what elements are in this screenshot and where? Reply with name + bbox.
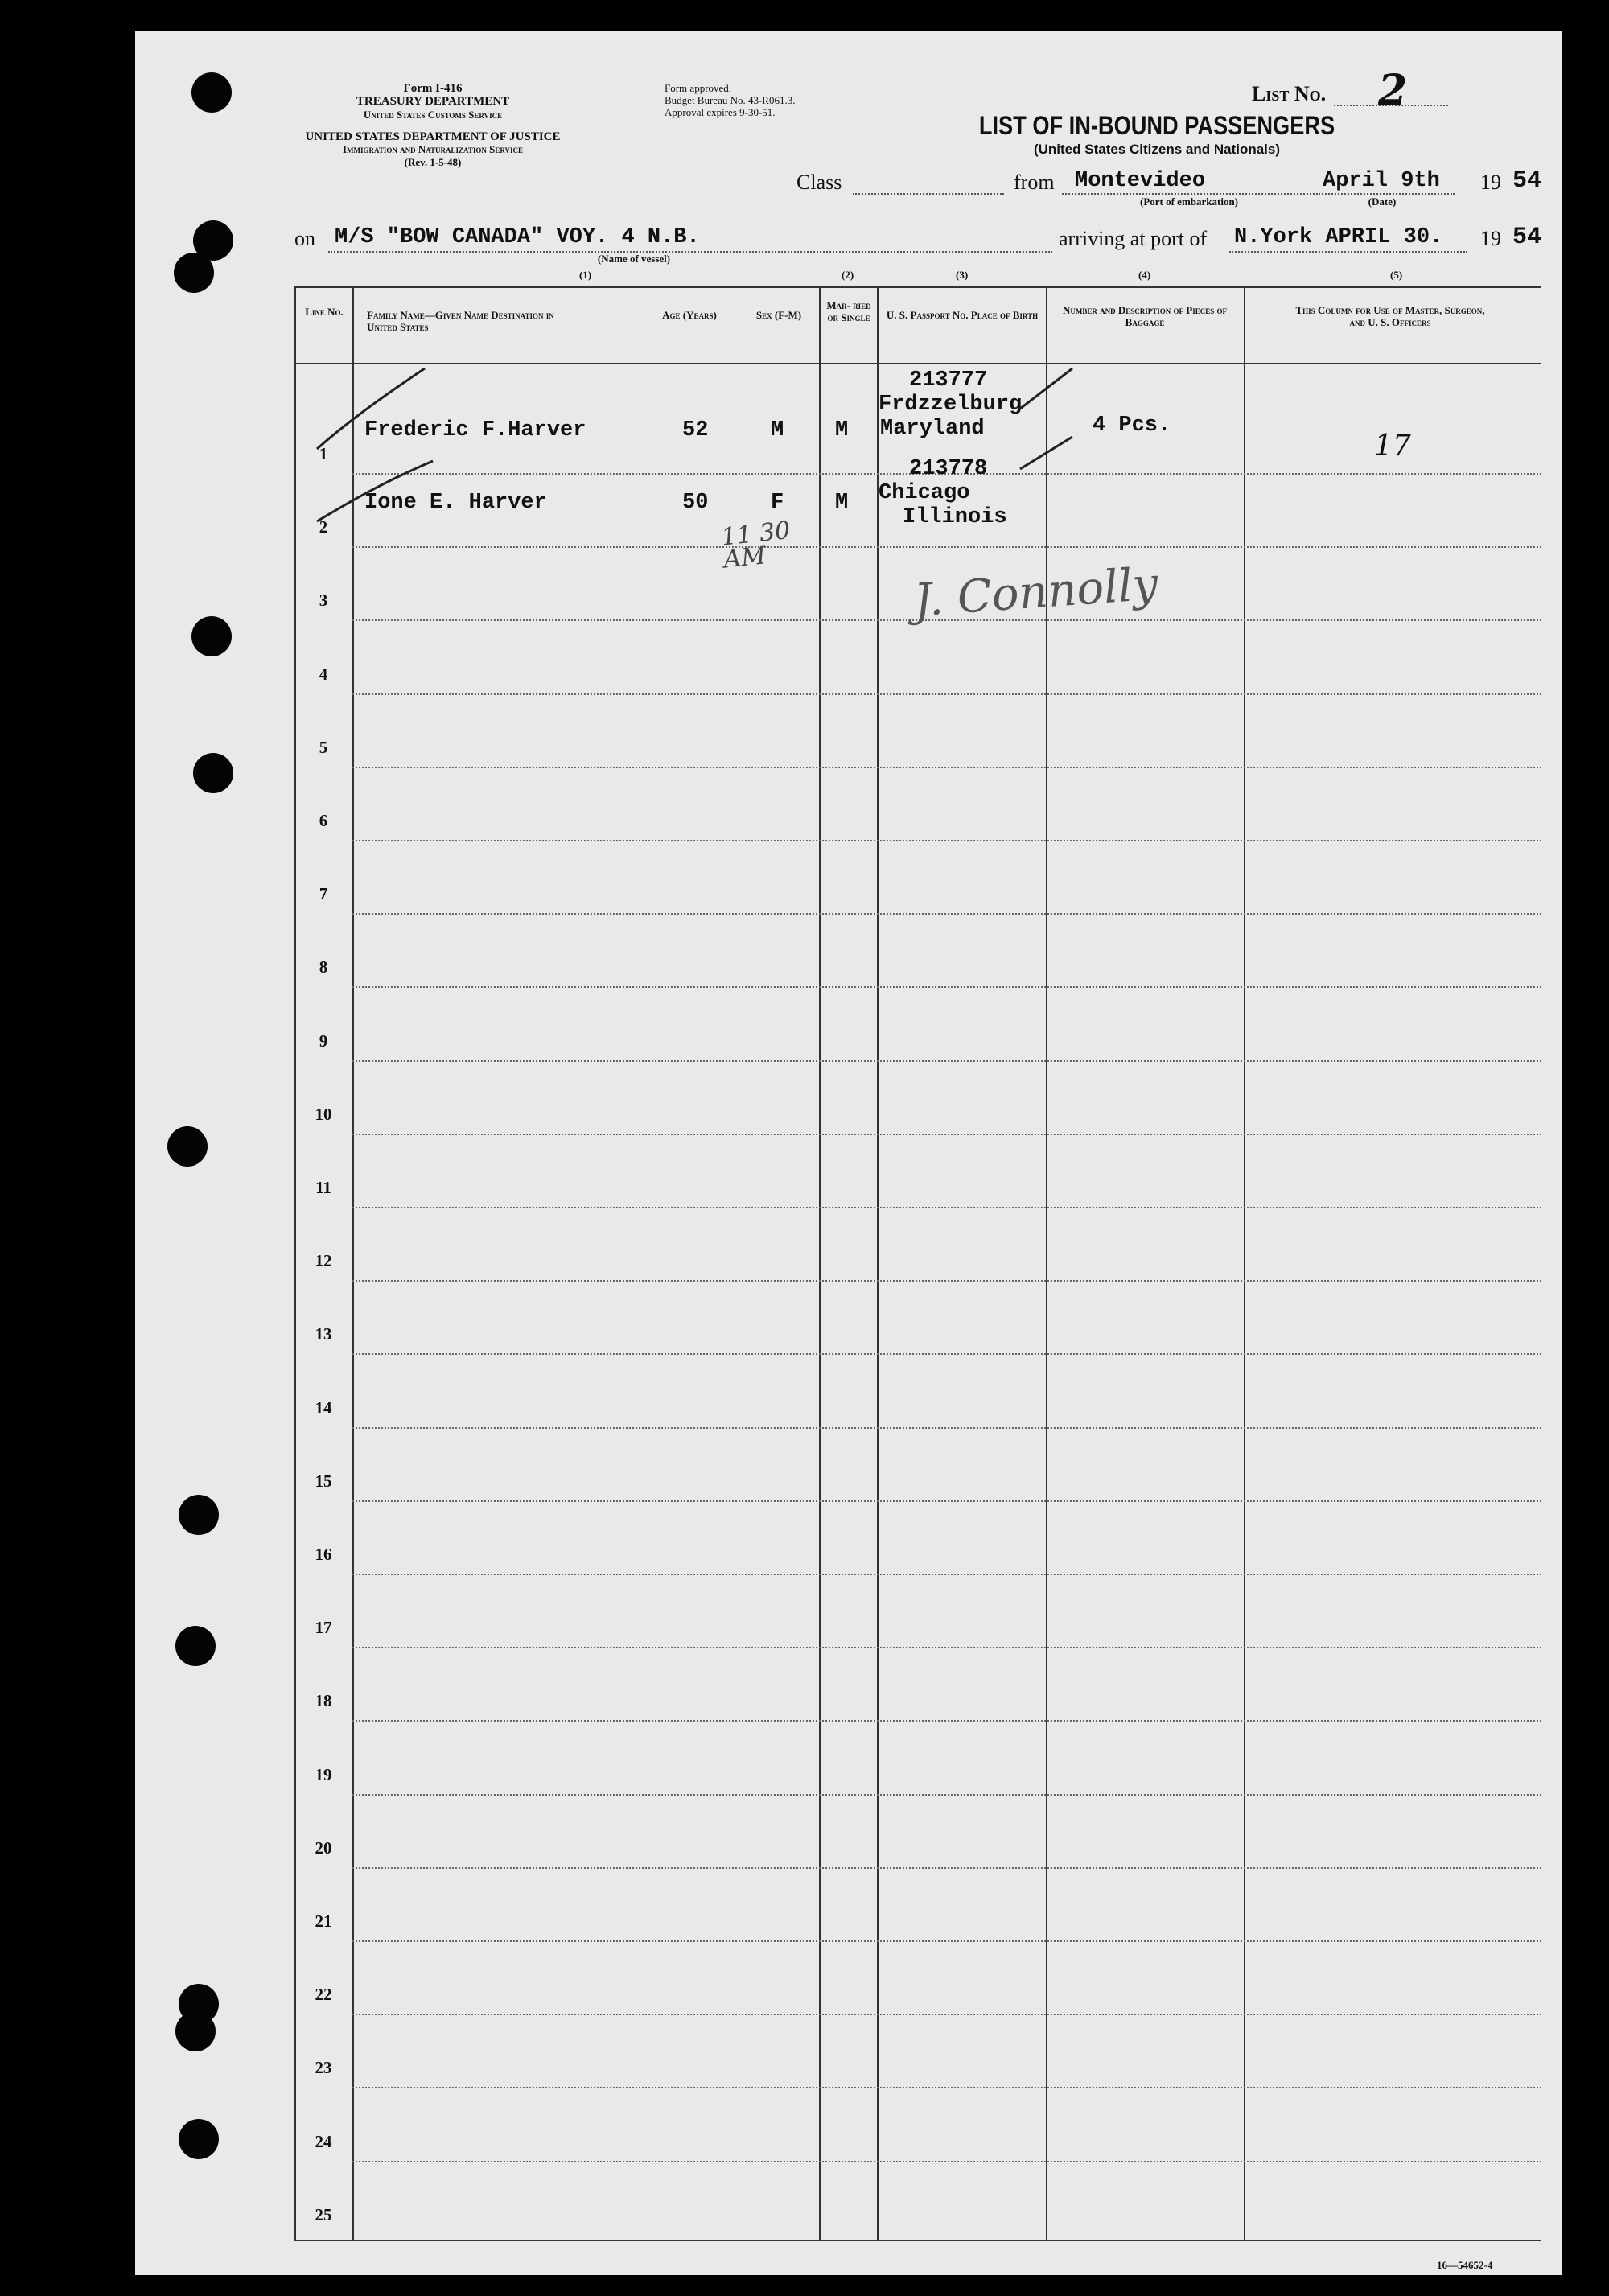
row-number: 17 [315,1618,332,1638]
header-name: Family Name—Given Name Destination in United States [367,309,554,333]
list-no-label: List No. [1252,82,1327,105]
embarkation-date: April 9th [1323,169,1440,193]
row-divider [352,1207,1541,1208]
arrival-port: N.York APRIL 30. [1234,225,1443,249]
row-divider [352,1720,1541,1722]
year-suffix: 54 [1512,167,1542,195]
arriving-label: arriving at port of [1059,227,1208,250]
passenger-1-age: 52 [682,418,709,442]
row-number: 8 [319,957,328,977]
row-number: 10 [315,1104,332,1124]
revision: (Rev. 1-5-48) [404,156,462,168]
approval-line-3: Approval expires 9-30-51. [665,106,776,118]
row-number: 20 [315,1837,332,1858]
column-number-1: (1) [579,269,592,281]
row-divider [352,1353,1541,1355]
punch-hole [179,2119,219,2159]
approval-line-1: Form approved. [665,82,732,94]
passenger-2-passport: 213778 [909,457,988,481]
from-label: from [1014,171,1055,194]
port-of-embarkation: Montevideo [1075,169,1206,193]
arrival-year-prefix: 19 [1480,227,1501,250]
passenger-2-age: 50 [682,491,709,515]
row-divider [352,840,1541,841]
row-number: 2 [319,517,328,537]
row-number: 19 [315,1764,332,1784]
year-prefix: 19 [1480,171,1501,194]
row-divider [352,2161,1541,2162]
row-number: 3 [319,590,328,611]
print-code: 16—54652-4 [1437,2259,1493,2271]
row-number: 21 [315,1911,332,1931]
row-divider [352,1867,1541,1869]
treasury-dept: TREASURY DEPARTMENT [356,95,510,108]
class-label: Class [796,171,842,194]
header-age: Age (Years) [662,309,717,321]
passport-tick-1 [1020,368,1072,409]
table-bottom-border [294,2240,1541,2241]
row-divider [352,1060,1541,1062]
passenger-1-name: Frederic F.Harver [364,418,586,442]
row-number: 13 [315,1324,332,1344]
list-no-value: 2 [1378,66,1408,115]
passenger-1-marital: M [835,418,849,442]
header-baggage: Number and Description of Pieces of Baggage [1063,304,1227,328]
row-number: 15 [315,1471,332,1491]
punch-hole [175,1626,216,1666]
approval-line-2: Budget Bureau No. 43-R061.3. [665,94,796,106]
row-divider [352,913,1541,915]
row-number: 7 [319,884,328,904]
passenger-2-name: Ione E. Harver [364,491,547,515]
row-number: 9 [319,1031,328,1051]
passport-tick-2 [1020,437,1072,469]
row-number: 6 [319,811,328,830]
passenger-1-sex: M [771,418,784,442]
row-divider [352,1647,1541,1648]
row-number: 14 [315,1397,332,1418]
passenger-1-baggage: 4 Pcs. [1093,414,1171,438]
passenger-2-birth-state: Illinois [903,505,1007,529]
passenger-1-passport: 213777 [909,368,988,393]
document-title: LIST OF IN-BOUND PASSENGERS [978,111,1335,140]
passenger-2-birth-city: Chicago [879,481,970,505]
punch-hole [193,753,233,793]
header-sex: Sex (F-M) [755,309,802,321]
column-number-4: (4) [1138,269,1151,281]
on-label: on [294,227,315,250]
customs-service: United States Customs Service [363,109,503,121]
date-caption: (Date) [1368,195,1397,208]
row-divider [352,1280,1541,1282]
row-number: 5 [319,737,328,757]
form-number: Form I-416 [403,82,463,95]
row-divider [352,1500,1541,1502]
row-number: 11 [315,1178,331,1197]
row-divider [352,2014,1541,2015]
header-married: Mar- ried or Single [826,299,871,323]
punch-hole [175,2011,216,2051]
column-number-2: (2) [842,269,854,281]
passenger-2-sex: F [771,491,784,515]
tick-mark-row-1 [317,368,425,449]
row-number: 18 [315,1691,332,1711]
passenger-1-birth-city: Frdzzelburg [879,393,1023,417]
justice-dept: UNITED STATES DEPARTMENT OF JUSTICE [305,130,561,143]
column-number-3: (3) [956,269,969,281]
document-subtitle: (United States Citizens and Nationals) [1033,142,1281,157]
row-number: 24 [315,2131,332,2151]
row-divider [352,1134,1541,1135]
row-number: 1 [319,444,328,463]
header-line-no: Line No. [305,306,344,318]
vessel-caption: (Name of vessel) [597,253,671,265]
punch-hole [167,1126,208,1167]
row-number: 16 [315,1545,332,1564]
row-divider [352,2087,1541,2088]
arrival-year-suffix: 54 [1512,224,1542,251]
handwritten-tick-marks [135,31,1562,755]
header-passport: U. S. Passport No. Place of Birth [886,309,1039,321]
row-divider [352,1574,1541,1575]
row-number: 25 [315,2204,332,2224]
row-divider [352,1427,1541,1429]
tick-mark-row-2 [317,461,433,521]
row-divider [352,986,1541,988]
row-number: 22 [315,1985,332,2005]
row-number: 23 [315,2058,332,2078]
header-officers: This Column for Use of Master, Surgeon, and U. S. Officers [1295,304,1485,328]
passenger-1-birth-state: Maryland [880,417,985,441]
vessel-name: M/S "BOW CANADA" VOY. 4 N.B. [335,225,700,249]
port-caption: (Port of embarkation) [1139,195,1239,208]
row-divider [352,1940,1541,1942]
column-number-5: (5) [1390,269,1403,281]
ins-service: Immigration and Naturalization Service [342,143,524,155]
passenger-1-officer-note: 17 [1374,430,1411,463]
passenger-list-sheet [135,31,1562,2275]
row-number: 12 [315,1251,332,1271]
row-divider [352,1794,1541,1796]
officer-signature: J. Connolly [912,558,1160,627]
row-divider [352,767,1541,768]
handwritten-time: 11 30 AM [719,516,792,574]
passenger-2-marital: M [835,491,849,515]
row-number: 4 [319,664,328,684]
punch-hole [179,1495,219,1535]
